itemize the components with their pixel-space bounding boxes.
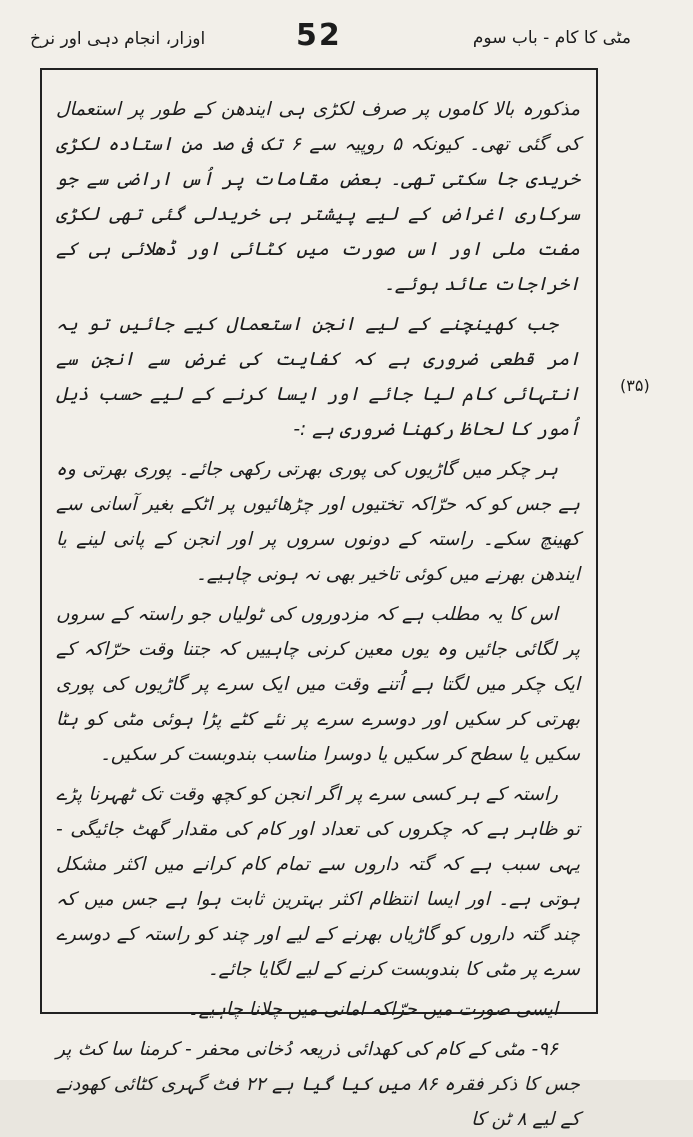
page-header (0, 0, 693, 62)
paragraph: مذکورہ بالا کاموں پر صرف لکڑی ہی ایندھن کے طور پر استعمال کی گئی تھی۔ کیونکہ ۵ روپیہ سے ۶ تک فی صد من استادہ لکڑی خریدی جا سکتی تھی۔ بعض مقامات پر اُس اراضی سے جو سرکاری اغراض کے لیے پیشتر ہی خریدلی گئی تھی لکڑی مفت ملی اور اس صورت میں کٹائی اور ڈھلائی ہی کے اخراجات عائد ہوئے۔ (56, 99, 580, 295)
paragraph: ہر چکر میں گاڑیوں کی پوری بھرتی رکھی جائے۔ پوری بھرتی وہ ہے جس کو کہ حرّاکہ تختیوں اور چڑھائیوں پر اٹکے بغیر آسانی سے کھینچ سکے۔ راستہ کے دونوں سروں پر اور انجن کے پانی لینے یا ایندھن بھرنے میں کوئی تاخیر بھی نہ ہونی چاہیے۔ (56, 459, 580, 585)
running-head-right: مٹی کا کام - باب سوم (472, 28, 631, 48)
paragraph: ایسی صورت میں حرّاکہ امانی میں چلانا چاہیے۔ (187, 999, 558, 1020)
page-number: 52 (296, 18, 342, 53)
paragraph: اس کا یہ مطلب ہے کہ مزدوروں کی ٹولیاں جو راستہ کے سروں پر لگائی جائیں وہ یوں معین کرنی چاہییں کہ جتنا وقت حرّاکہ کے ایک چکر میں لگتا ہے اُتنے وقت میں ایک سرے پر گاڑیوں کی پوری بھرتی کر سکیں اور دوسرے سرے پر نئے کٹے پڑا ہوئی مٹی کو ہٹا سکیں یا سطح کر سکیں یا دوسرا مناسب بندوبست کر سکیں۔ (56, 604, 580, 765)
margin-reference: (۳۵) (620, 376, 650, 395)
paragraph: ۹۶- مٹی کے کام کی کھدائی ذریعہ دُخانی محفر - کرمنا سا کٹ پر جس کا ذکر فقرہ ۸۶ میں کیا گیا ہے ۲۲ فٹ گہری کٹائی کھودنے کے لیے ۸ ٹن کا (56, 1039, 580, 1130)
paragraph: جب کھینچنے کے لیے انجن استعمال کیے جائیں تو یہ امر قطعی ضروری ہے کہ کفایت کی غرض سے انجن سے انتہائی کام لیا جائے اور ایسا کرنے کے لیے حسب ذیل اُمور کا لحاظ رکھنا ضروری ہے :- (56, 314, 580, 440)
paragraph: راستہ کے ہر کسی سرے پر اگر انجن کو کچھ وقت تک ٹھہرنا پڑے تو ظاہر ہے کہ چکروں کی تعداد اور کام کی مقدار گھٹ جائیگی - یہی سبب ہے کہ گتہ داروں سے تمام کام کرانے میں اکثر مشکل ہوتی ہے۔ اور ایسا انتظام اکثر بہترین ثابت ہوا ہے جس میں کہ چند گتہ داروں کو گاڑیاں بھرنے کے لیے اور چند کو راستہ کے دوسرے سرے پر مٹی کا بندوبست کرنے کے لیے لگایا جائے۔ (56, 784, 580, 980)
body-text (56, 92, 580, 1137)
running-head-left: اوزار، انجام دہی اور نرخ (30, 29, 206, 49)
text-frame (40, 68, 598, 1130)
